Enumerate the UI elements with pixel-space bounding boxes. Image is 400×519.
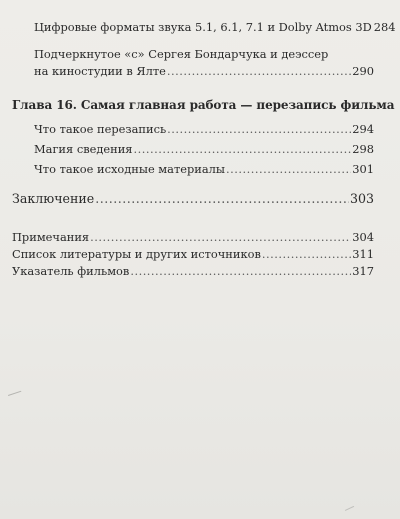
toc-entry-magic-of-mixing[interactable]: [34, 142, 374, 156]
dot-leader: [130, 264, 351, 278]
toc-entry-literature[interactable]: [12, 247, 374, 261]
toc-entry-title: на киностудии в Ялте: [34, 64, 166, 78]
paper-scuff-mark: [8, 391, 22, 396]
toc-entry-notes[interactable]: [12, 230, 374, 244]
toc-entry-digital-formats[interactable]: [34, 20, 396, 34]
toc-page-number: 294: [352, 122, 374, 136]
toc-entry-title-line1: Подчеркнутое «с» Сергея Бондарчука и деэссер: [34, 47, 329, 61]
toc-page-number: 298: [352, 142, 374, 156]
dot-leader: [133, 142, 351, 156]
toc-page-number: 284: [373, 20, 396, 34]
dot-leader: [226, 162, 351, 176]
toc-page-number: 317: [352, 264, 374, 278]
chapter-heading[interactable]: Глава 16. Самая главная работа — перезапись фильма: [12, 98, 395, 112]
toc-entry-title: Что такое перезапись: [34, 122, 167, 136]
toc-entry-title: Цифровые форматы звука 5.1, 6.1, 7.1 и Dolby Atmos 3D: [34, 20, 372, 34]
toc-entry-title: Список литературы и других источников: [12, 247, 261, 261]
toc-page-number: 290: [352, 64, 374, 78]
toc-entry-title: Что такое исходные материалы: [34, 162, 225, 176]
toc-page-number: 301: [352, 162, 374, 176]
toc-entry-what-is-rerecording[interactable]: [34, 122, 374, 136]
toc-entry-title: Примечания: [12, 230, 90, 244]
toc-page-number: 311: [352, 247, 374, 261]
dot-leader: [95, 192, 349, 206]
dot-leader: [167, 64, 351, 78]
toc-entry-bondarchuk[interactable]: [34, 64, 374, 78]
toc-entry-films-index[interactable]: [12, 264, 374, 278]
paper-scuff-mark: [345, 506, 354, 511]
toc-entry-title: Магия сведения: [34, 142, 133, 156]
toc-page-number: 303: [349, 191, 374, 206]
toc-entry-source-materials[interactable]: [34, 162, 374, 176]
dot-leader: [90, 230, 351, 244]
dot-leader: [262, 247, 351, 261]
toc-entry-title: Заключение: [12, 191, 95, 206]
toc-entry-title: Указатель фильмов: [12, 264, 130, 278]
toc-entry-conclusion[interactable]: [12, 192, 374, 206]
dot-leader: [167, 122, 351, 136]
toc-page-number: 304: [352, 230, 374, 244]
